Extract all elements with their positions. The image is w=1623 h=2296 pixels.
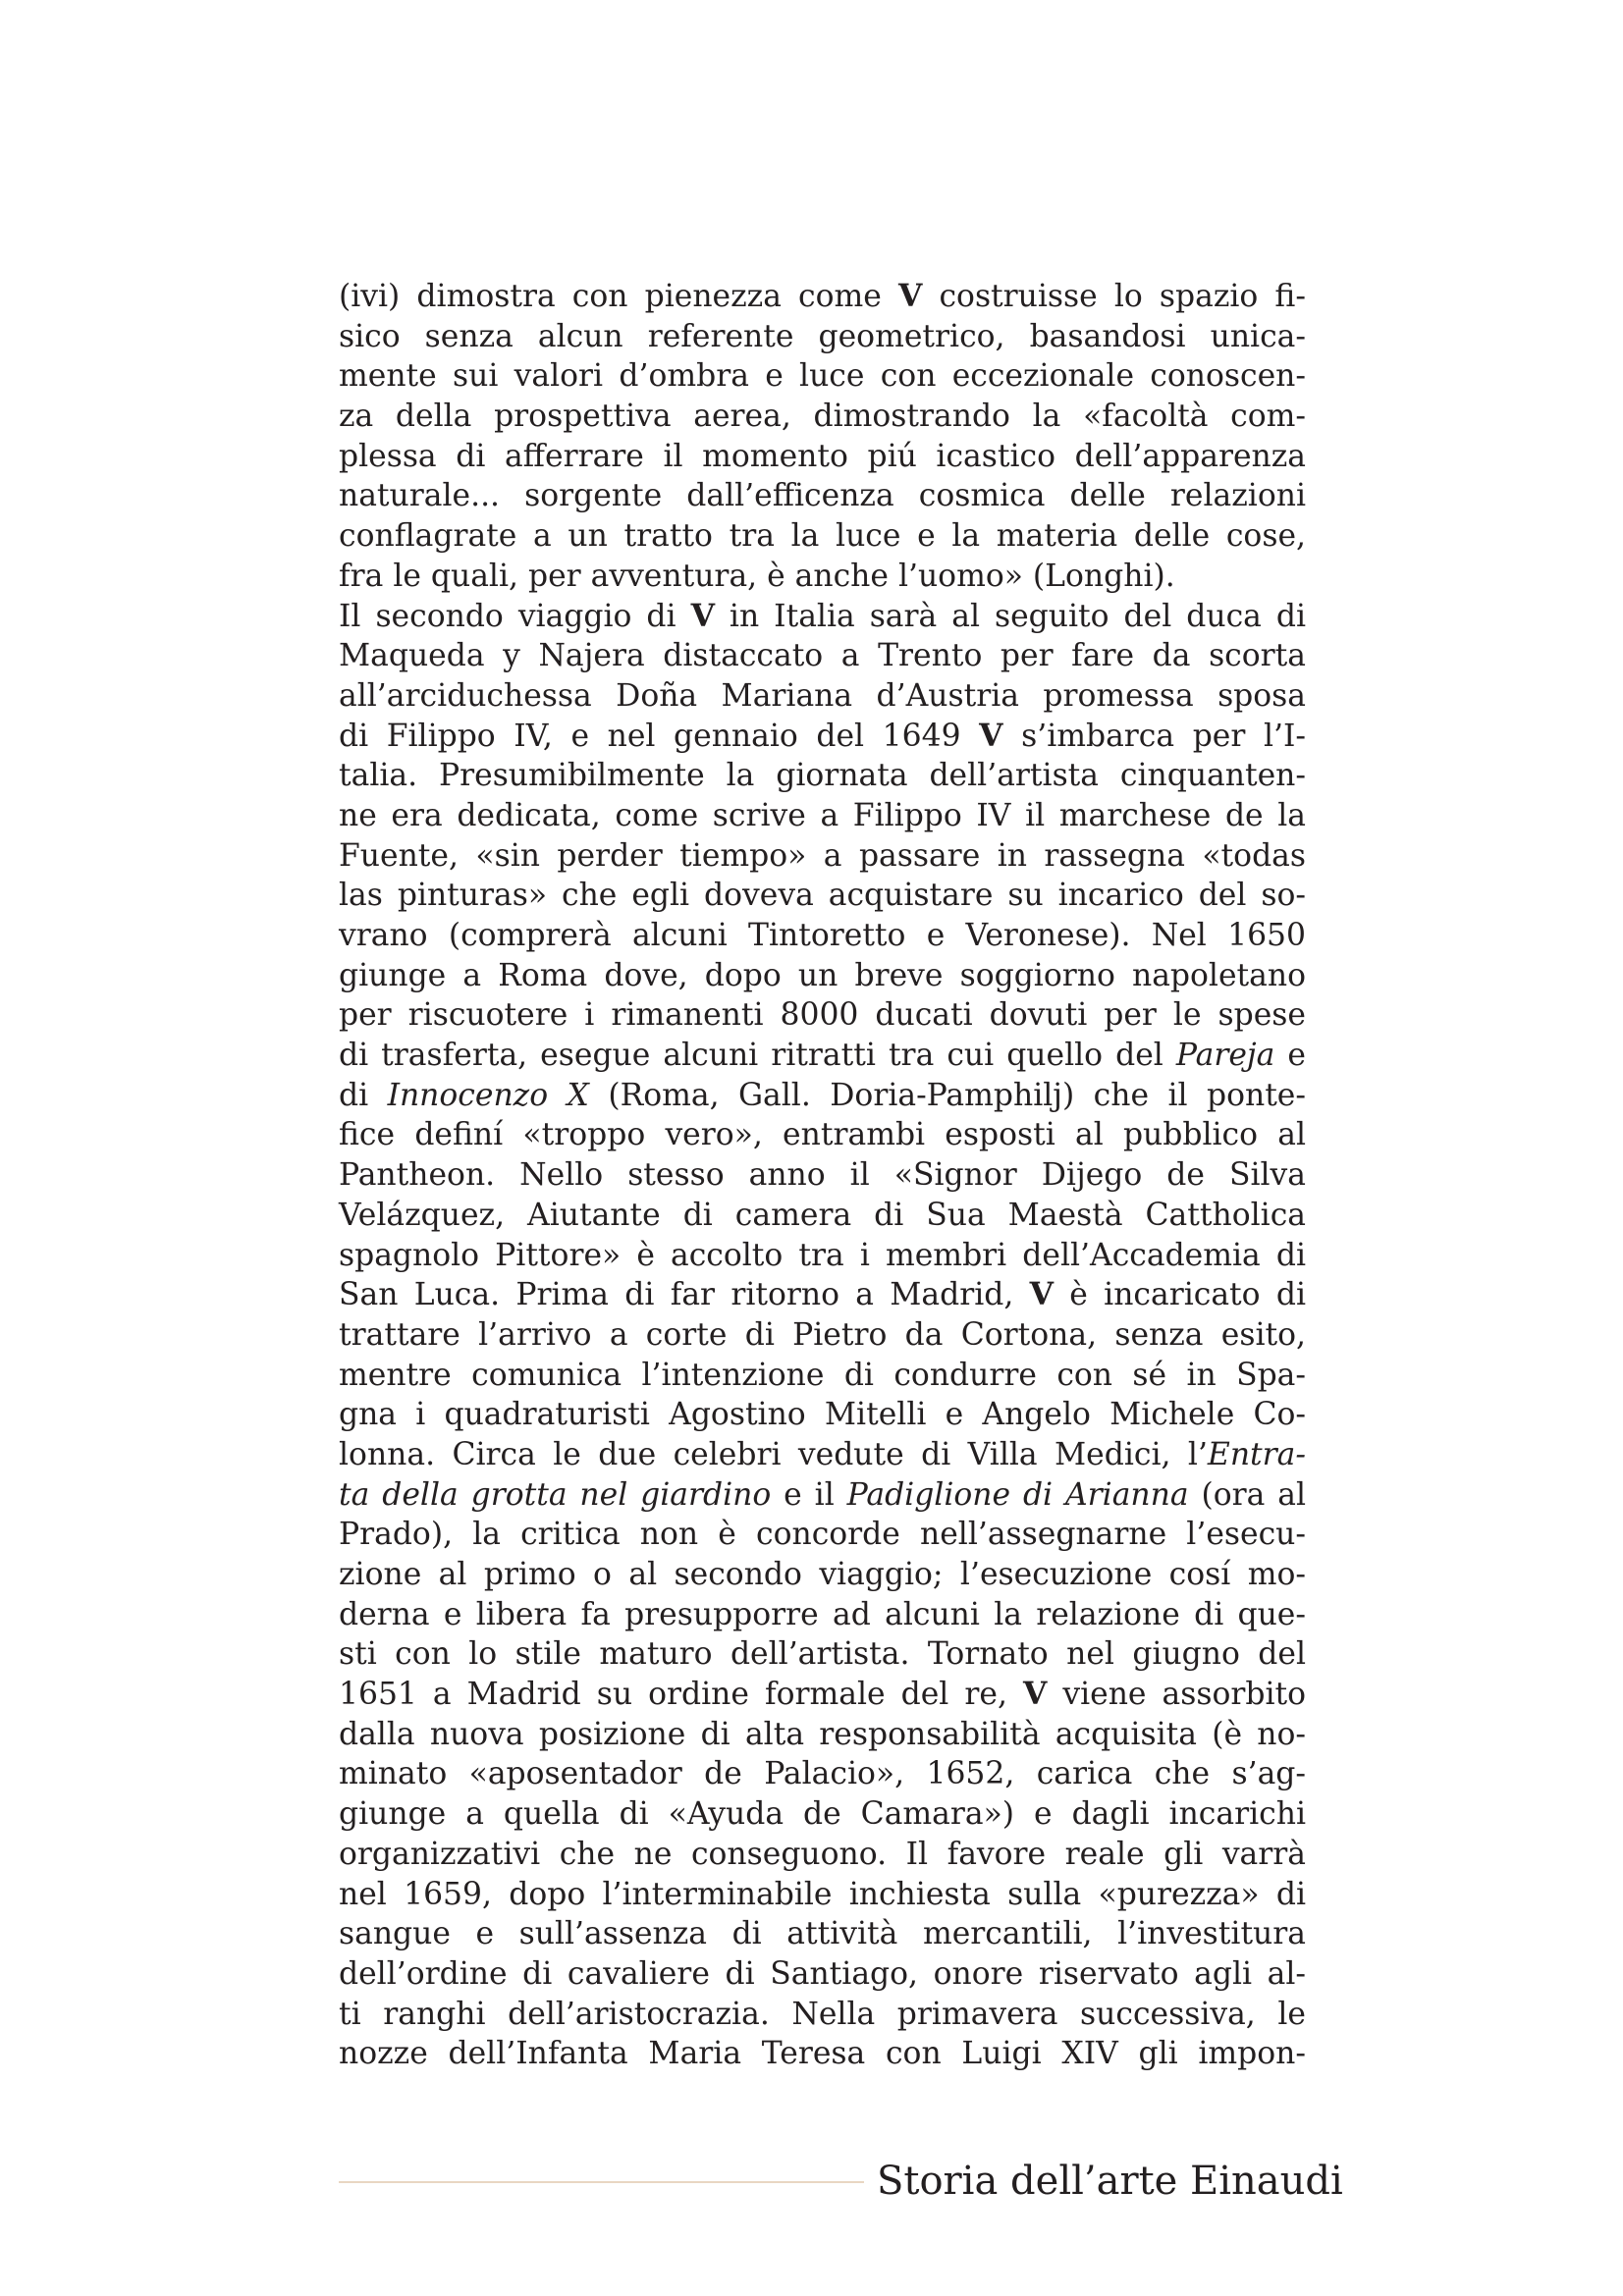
text-run: (ora al <box>1188 1476 1306 1513</box>
text-run: nozze dell’Infanta Maria Teresa con Luigi XIV gli impon- <box>339 2036 1306 2072</box>
body-text <box>339 277 1306 2074</box>
text-line <box>339 1275 1306 1315</box>
text-line <box>339 1356 1306 1396</box>
bold-initial: V <box>690 598 715 634</box>
text-line <box>339 1675 1306 1715</box>
text-line <box>339 636 1306 676</box>
text-line <box>339 836 1306 877</box>
text-line <box>339 1715 1306 1755</box>
text-line <box>339 1435 1306 1475</box>
text-line <box>339 1076 1306 1116</box>
text-run: dell’ordine di cavaliere di Santiago, onore riservato agli al- <box>339 1955 1306 1992</box>
text-line <box>339 1954 1306 1995</box>
text-run: derna e libera fa presupporre ad alcuni la relazione di que- <box>339 1596 1306 1632</box>
text-run: e <box>1274 1038 1307 1074</box>
text-line <box>339 1595 1306 1635</box>
text-line <box>339 1475 1306 1516</box>
text-line <box>339 277 1306 317</box>
text-line <box>339 1995 1306 2035</box>
text-run: giunge a Roma dove, dopo un breve soggiorno napoletano <box>339 957 1306 993</box>
text-run: (ivi) dimostra con pienezza come <box>339 279 898 314</box>
text-line <box>339 1315 1306 1356</box>
text-run: Maqueda y Najera distaccato a Trento per fare da scorta <box>339 638 1306 674</box>
text-run: all’arciduchessa Doña Mariana d’Austria promessa sposa <box>339 677 1306 714</box>
text-run: Il secondo viaggio di <box>339 598 691 634</box>
text-line <box>339 1754 1306 1794</box>
text-run: za della prospettiva aerea, dimostrando la «facoltà com- <box>339 399 1306 435</box>
text-run: mentre comunica l’intenzione di condurre con sé in Spa- <box>339 1357 1306 1393</box>
text-run: costruisse lo spazio fi- <box>922 279 1306 314</box>
footer-rule <box>339 2181 864 2183</box>
text-run: giunge a quella di «Ayuda de Camara») e dagli incarichi <box>339 1796 1306 1833</box>
text-run: las pinturas» che egli doveva acquistare su incarico del so- <box>339 878 1306 914</box>
text-run: fra le quali, per avventura, è anche l’uomo» (Longhi). <box>339 558 1175 594</box>
text-line <box>339 876 1306 916</box>
text-line <box>339 1196 1306 1236</box>
text-run: trattare l’arrivo a corte di Pietro da Cortona, senza esito, <box>339 1316 1306 1353</box>
text-run: è incaricato di <box>1054 1277 1306 1313</box>
bold-initial: V <box>897 279 923 314</box>
italic-title: Pareja <box>1175 1038 1275 1074</box>
text-run: vrano (comprerà alcuni Tintoretto e Veronese). Nel 1650 <box>339 918 1306 953</box>
text-line <box>339 1914 1306 1954</box>
text-line <box>339 317 1306 357</box>
text-run: San Luca. Prima di far ritorno a Madrid, <box>339 1277 1030 1313</box>
text-line <box>339 597 1306 637</box>
text-run: mente sui valori d’ombra e luce con eccezionale conoscen- <box>339 358 1306 395</box>
text-run: dalla nuova posizione di alta responsabilità acquisita (è no- <box>339 1716 1306 1752</box>
text-line <box>339 1395 1306 1435</box>
text-run: sti con lo stile maturo dell’artista. Tornato nel giugno del <box>339 1636 1306 1673</box>
text-run: 1651 a Madrid su ordine formale del re, <box>339 1677 1023 1713</box>
text-run: talia. Presumibilmente la giornata dell’artista cinquanten- <box>339 758 1306 794</box>
text-line <box>339 1875 1306 1915</box>
text-line <box>339 437 1306 477</box>
text-run: sico senza alcun referente geometrico, basandosi unica- <box>339 318 1306 354</box>
text-line <box>339 756 1306 796</box>
text-line <box>339 956 1306 996</box>
bold-initial: V <box>979 718 1003 754</box>
text-run: viene assorbito <box>1047 1677 1306 1713</box>
text-line <box>339 397 1306 437</box>
text-run: naturale... sorgente dall’efficenza cosmica delle relazioni <box>339 478 1306 514</box>
text-run: sangue e sull’assenza di attività mercantili, l’investitura <box>339 1916 1306 1952</box>
text-run: di trasferta, esegue alcuni ritratti tra cui quello del <box>339 1038 1176 1074</box>
text-run: spagnolo Pittore» è accolto tra i membri dell’Accademia di <box>339 1237 1306 1273</box>
text-line <box>339 1634 1306 1675</box>
text-line <box>339 1155 1306 1196</box>
text-run: ne era dedicata, come scrive a Filippo IV il marchese de la <box>339 797 1306 833</box>
text-line <box>339 717 1306 757</box>
text-run: in Italia sarà al seguito del duca di <box>714 598 1306 634</box>
text-line <box>339 1115 1306 1155</box>
text-line <box>339 356 1306 397</box>
bold-initial: V <box>1022 1677 1048 1713</box>
text-line <box>339 676 1306 717</box>
text-run: zione al primo o al secondo viaggio; l’esecuzione cosí mo- <box>339 1557 1306 1592</box>
text-run: Prado), la critica non è concorde nell’assegnarne l’esecu- <box>339 1517 1306 1553</box>
text-line <box>339 796 1306 836</box>
text-line <box>339 476 1306 516</box>
text-run: di <box>339 1077 388 1113</box>
text-line <box>339 1236 1306 1276</box>
text-run: plessa di afferrare il momento piú icastico dell’apparenza <box>339 438 1306 474</box>
text-run: s’imbarca per l’I- <box>1002 718 1306 754</box>
text-line <box>339 1835 1306 1875</box>
text-run: Velázquez, Aiutante di camera di Sua Maestà Cattholica <box>339 1197 1306 1233</box>
text-run: conflagrate a un tratto tra la luce e la materia delle cose, <box>339 518 1306 555</box>
italic-title: ta della grotta nel giardino <box>339 1476 772 1513</box>
text-run: nel 1659, dopo l’interminabile inchiesta sulla «purezza» di <box>339 1876 1306 1912</box>
text-line <box>339 995 1306 1036</box>
text-line <box>339 1515 1306 1555</box>
text-line <box>339 1794 1306 1835</box>
text-run: minato «aposentador de Palacio», 1652, carica che s’ag- <box>339 1756 1306 1792</box>
text-line <box>339 1555 1306 1595</box>
text-line <box>339 1036 1306 1076</box>
bold-initial: V <box>1029 1277 1055 1313</box>
text-line <box>339 557 1306 597</box>
text-line <box>339 516 1306 557</box>
text-run: Fuente, «sin perder tiempo» a passare in rassegna «todas <box>339 837 1306 874</box>
text-line <box>339 916 1306 956</box>
footer-title: Storia dell’arte Einaudi <box>877 2159 1343 2204</box>
text-run: organizzativi che ne conseguono. Il favore reale gli varrà <box>339 1836 1306 1872</box>
text-run: di Filippo IV, e nel gennaio del 1649 <box>339 718 980 754</box>
text-line <box>339 2034 1306 2074</box>
italic-title: Entra- <box>1207 1436 1306 1472</box>
italic-title: Padiglione di Arianna <box>846 1476 1189 1513</box>
text-run: lonna. Circa le due celebri vedute di Villa Medici, l’ <box>339 1436 1208 1472</box>
text-run: gna i quadraturisti Agostino Mitelli e Angelo Michele Co- <box>339 1397 1306 1433</box>
text-run: e il <box>771 1476 847 1513</box>
text-run: ti ranghi dell’aristocrazia. Nella primavera successiva, le <box>339 1996 1306 2032</box>
text-run: per riscuotere i rimanenti 8000 ducati dovuti per le spese <box>339 997 1306 1034</box>
italic-title: Innocenzo X <box>387 1077 589 1113</box>
text-run: (Roma, Gall. Doria-Pamphilj) che il ponte- <box>588 1077 1306 1113</box>
text-run: Pantheon. Nello stesso anno il «Signor Dijego de Silva <box>339 1157 1306 1194</box>
text-run: fice definí «troppo vero», entrambi esposti al pubblico al <box>339 1117 1306 1153</box>
